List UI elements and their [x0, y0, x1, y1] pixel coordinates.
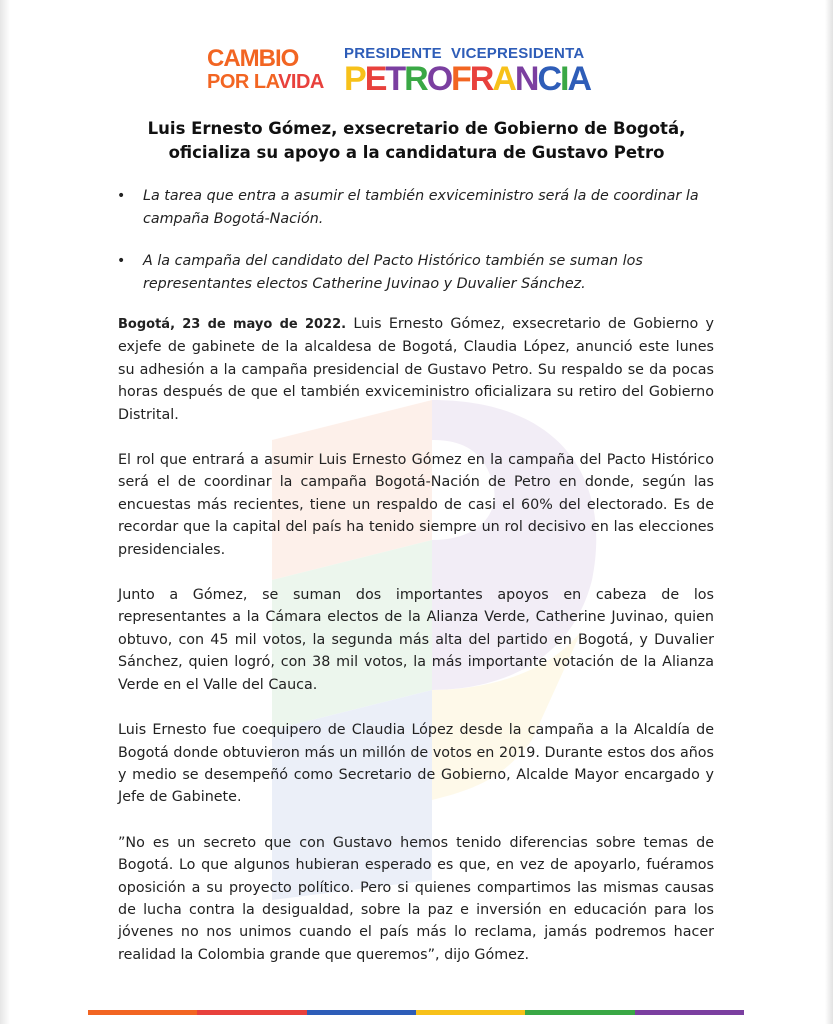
- footer-stripe: [416, 1010, 525, 1015]
- title-line-1: Luis Ernesto Gómez, exsecretario de Gobierno de Bogotá,: [147, 119, 686, 138]
- list-item: [110, 250, 730, 296]
- logo-letter: C: [537, 60, 561, 98]
- logo-letter: I: [560, 60, 568, 98]
- footer-stripe: [88, 1010, 197, 1015]
- highlights-list: [110, 185, 730, 296]
- dateline: Bogotá, 23 de mayo de 2022.: [118, 317, 347, 332]
- logo-por-la: POR LA: [207, 71, 279, 93]
- logo-por-la-vida: [207, 71, 324, 93]
- bullet-icon: •: [117, 188, 126, 204]
- footer-stripe: [197, 1010, 306, 1015]
- list-item-text: La tarea que entra a asumir el también exviceministro será la de coordinar la campaña Bogotá-Nación.: [143, 188, 699, 227]
- logo-letter: R: [469, 60, 493, 98]
- footer-stripe: [635, 1010, 744, 1015]
- article-body: [118, 313, 714, 989]
- bullet-icon: •: [117, 253, 126, 269]
- logo-letter: A: [567, 60, 591, 98]
- logo-letter: P: [344, 60, 365, 98]
- logo-letter: A: [492, 60, 515, 98]
- footer-stripe: [525, 1010, 634, 1015]
- logo-president-label: PRESIDENTE: [344, 45, 442, 62]
- logo-letter: E: [364, 60, 386, 98]
- logo-vice-label: VICEPRESIDENTA: [451, 45, 585, 62]
- logo-cambio: CAMBIO: [207, 45, 299, 72]
- logo-letter: R: [404, 60, 427, 98]
- logo-letter: N: [514, 60, 538, 98]
- logo-vida: VIDA: [278, 71, 324, 93]
- list-item: [110, 185, 730, 231]
- logo-letter: O: [426, 60, 452, 98]
- paragraph-1-text: Luis Ernesto Gómez, exsecretario de Gobierno y exjefe de gabinete de la alcaldesa de Bogotá, Claudia López, anunció este lunes su adhesión a la campaña presidencial de Gustavo Petro. Su respaldo se da pocas horas después de que el también exviceministro oficializara su retiro del Gobierno Distrital.: [118, 316, 714, 423]
- page-shadow-right: [825, 0, 833, 1024]
- paragraph-5: ”No es un secreto que con Gustavo hemos tenido diferencias sobre temas de Bogotá. Lo que algunos hubieran esperado es que, en vez de apoyarlo, fuéramos oposición a su proyecto político. Pero si quienes compartimos las mismas causas de lucha contra la desigualdad, sobre la paz e inversión en educación para los jóvenes no nos unimos cuando el país más lo reclama, jamás podremos hacer realidad la Colombia grande que queremos”, dijo Gómez.: [118, 834, 714, 963]
- logo-francia: [451, 62, 590, 96]
- paragraph-3: Junto a Gómez, se suman dos importantes apoyos en cabeza de los representantes a la Cámara electos de la Alianza Verde, Catherine Juvinao, quien obtuvo, con 45 mil votos, la segunda más alta del partido en Bogotá, y Duvalier Sánchez, quien logró, con 38 mil votos, la más importante votación de la Alianza Verde en el Valle del Cauca.: [118, 587, 714, 693]
- footer-color-bar: [88, 1010, 744, 1015]
- logo-letter: F: [451, 60, 470, 98]
- title-line-2: oficializa su apoyo a la candidatura de Gustavo Petro: [168, 143, 665, 162]
- paragraph-4: Luis Ernesto fue coequipero de Claudia López desde la campaña a la Alcaldía de Bogotá donde obtuvieron más un millón de votos en 2019. Durante estos dos años y medio se desempeñó como Secretario de Gobierno, Alcalde Mayor encargado y Jefe de Gabinete.: [118, 722, 714, 806]
- paragraph-1: [118, 313, 714, 426]
- campaign-logo: [207, 44, 607, 100]
- paragraph-2: El rol que entrará a asumir Luis Ernesto Gómez en la campaña del Pacto Histórico será el de coordinar la campaña Bogotá-Nación de Petro en donde, según las encuestas más recientes, tiene un respaldo de casi el 60% del electorado. Es de recordar que la capital del país ha tenido siempre un rol decisivo en las elecciones presidenciales.: [118, 452, 714, 558]
- list-item-text: A la campaña del candidato del Pacto Histórico también se suman los representantes electos Catherine Juvinao y Duvalier Sánchez.: [143, 253, 643, 292]
- footer-stripe: [307, 1010, 416, 1015]
- page-shadow-left: [0, 0, 10, 1024]
- page-title: [100, 117, 733, 165]
- logo-letter: T: [385, 60, 405, 98]
- logo-petro: [344, 62, 451, 96]
